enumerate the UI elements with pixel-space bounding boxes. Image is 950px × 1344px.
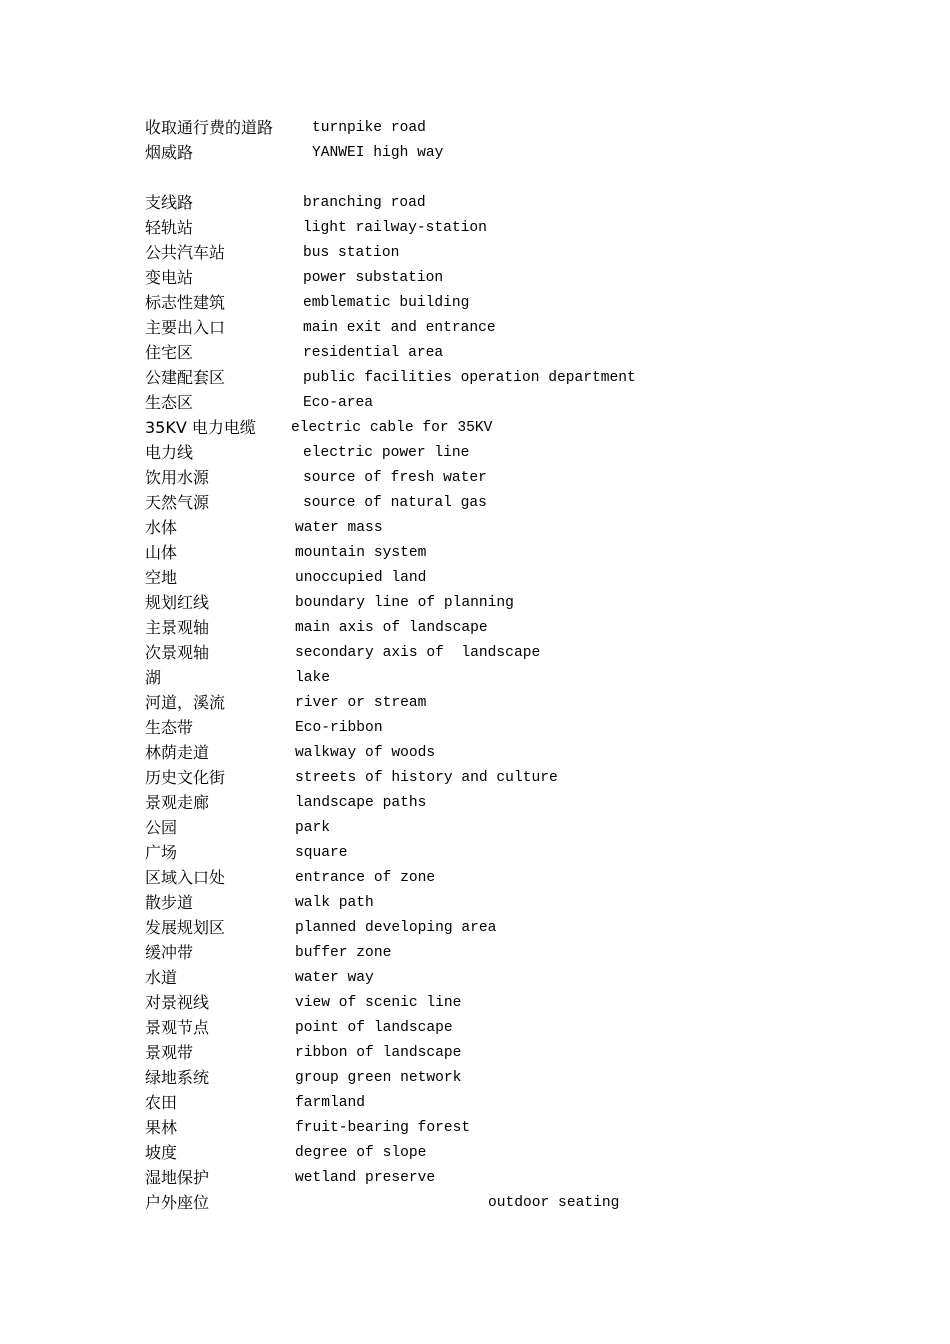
glossary-row bbox=[0, 641, 950, 665]
glossary-row bbox=[0, 816, 950, 840]
english-term: residential area bbox=[303, 345, 444, 361]
english-term: group green network bbox=[295, 1070, 462, 1086]
chinese-term: 次景观轴 bbox=[145, 643, 210, 662]
english-term: streets of history and culture bbox=[295, 770, 558, 786]
chinese-term: 户外座位 bbox=[145, 1193, 210, 1212]
chinese-term: 发展规划区 bbox=[145, 918, 226, 937]
chinese-term: 生态带 bbox=[145, 718, 194, 737]
chinese-term: 公建配套区 bbox=[145, 368, 226, 387]
glossary-row bbox=[0, 1191, 950, 1215]
chinese-term: 水道 bbox=[145, 968, 178, 987]
chinese-term: 烟威路 bbox=[145, 143, 194, 162]
glossary-row bbox=[0, 766, 950, 790]
chinese-term: 果林 bbox=[145, 1118, 178, 1137]
glossary-row bbox=[0, 116, 950, 140]
glossary-row bbox=[0, 666, 950, 690]
glossary-row bbox=[0, 1091, 950, 1115]
english-term: point of landscape bbox=[295, 1020, 453, 1036]
chinese-term: 变电站 bbox=[145, 268, 194, 287]
english-term: secondary axis of landscape bbox=[295, 645, 541, 661]
glossary-row bbox=[0, 366, 950, 390]
glossary-row bbox=[0, 491, 950, 515]
glossary-row bbox=[0, 841, 950, 865]
english-term: water mass bbox=[295, 520, 383, 536]
english-term: electric power line bbox=[303, 445, 470, 461]
chinese-term: 散步道 bbox=[145, 893, 194, 912]
english-term: light railway-station bbox=[303, 220, 487, 236]
chinese-term: 35KV 电力电缆 bbox=[145, 418, 256, 437]
english-term: farmland bbox=[295, 1095, 366, 1111]
english-term: lake bbox=[295, 670, 331, 686]
english-term: water way bbox=[295, 970, 374, 986]
chinese-term: 历史文化街 bbox=[145, 768, 226, 787]
chinese-term: 主景观轴 bbox=[145, 618, 210, 637]
chinese-term: 湖 bbox=[145, 668, 162, 687]
english-term: wetland preserve bbox=[295, 1170, 436, 1186]
english-term: walk path bbox=[295, 895, 374, 911]
glossary-row bbox=[0, 316, 950, 340]
chinese-term: 山体 bbox=[145, 543, 178, 562]
chinese-term: 生态区 bbox=[145, 393, 194, 412]
english-term: outdoor seating bbox=[488, 1195, 620, 1211]
english-term: Eco-ribbon bbox=[295, 720, 383, 736]
glossary-row bbox=[0, 791, 950, 815]
glossary-row bbox=[0, 1066, 950, 1090]
glossary-row bbox=[0, 941, 950, 965]
glossary-row bbox=[0, 1041, 950, 1065]
glossary-row bbox=[0, 541, 950, 565]
english-term: walkway of woods bbox=[295, 745, 436, 761]
glossary-row bbox=[0, 916, 950, 940]
english-term: entrance of zone bbox=[295, 870, 436, 886]
english-term: source of fresh water bbox=[303, 470, 487, 486]
english-term: power substation bbox=[303, 270, 444, 286]
english-term: boundary line of planning bbox=[295, 595, 514, 611]
chinese-term: 公园 bbox=[145, 818, 178, 837]
glossary-row bbox=[0, 591, 950, 615]
glossary-row bbox=[0, 141, 950, 165]
english-term: degree of slope bbox=[295, 1145, 427, 1161]
english-term: landscape paths bbox=[295, 795, 427, 811]
glossary-row bbox=[0, 966, 950, 990]
english-term: park bbox=[295, 820, 331, 836]
chinese-term: 缓冲带 bbox=[145, 943, 194, 962]
chinese-term: 河道，溪流 bbox=[145, 693, 226, 712]
english-term: YANWEI high way bbox=[312, 145, 444, 161]
chinese-term: 农田 bbox=[145, 1093, 178, 1112]
chinese-term: 绿地系统 bbox=[145, 1068, 210, 1087]
glossary-row bbox=[0, 516, 950, 540]
english-term: Eco-area bbox=[303, 395, 374, 411]
glossary-row bbox=[0, 416, 950, 440]
chinese-term: 区域入口处 bbox=[145, 868, 226, 887]
glossary-row bbox=[0, 216, 950, 240]
english-term: buffer zone bbox=[295, 945, 392, 961]
chinese-term: 广场 bbox=[145, 843, 178, 862]
english-term: branching road bbox=[303, 195, 426, 211]
glossary-row bbox=[0, 441, 950, 465]
chinese-term: 支线路 bbox=[145, 193, 194, 212]
glossary-row bbox=[0, 741, 950, 765]
english-term: main axis of landscape bbox=[295, 620, 488, 636]
glossary-row bbox=[0, 266, 950, 290]
chinese-term: 收取通行费的道路 bbox=[145, 118, 274, 137]
chinese-term: 公共汽车站 bbox=[145, 243, 226, 262]
glossary-row bbox=[0, 691, 950, 715]
glossary-row bbox=[0, 716, 950, 740]
english-term: unoccupied land bbox=[295, 570, 427, 586]
glossary-row bbox=[0, 291, 950, 315]
english-term: ribbon of landscape bbox=[295, 1045, 462, 1061]
english-term: view of scenic line bbox=[295, 995, 462, 1011]
glossary-row bbox=[0, 616, 950, 640]
chinese-term: 对景视线 bbox=[145, 993, 210, 1012]
chinese-term: 坡度 bbox=[145, 1143, 178, 1162]
english-term: source of natural gas bbox=[303, 495, 487, 511]
english-term: mountain system bbox=[295, 545, 427, 561]
chinese-term: 主要出入口 bbox=[145, 318, 226, 337]
chinese-term: 林荫走道 bbox=[145, 743, 210, 762]
english-term: turnpike road bbox=[312, 120, 426, 136]
chinese-term: 饮用水源 bbox=[145, 468, 210, 487]
glossary-row bbox=[0, 241, 950, 265]
chinese-term: 轻轨站 bbox=[145, 218, 194, 237]
glossary-row bbox=[0, 1016, 950, 1040]
glossary-row bbox=[0, 1166, 950, 1190]
glossary-row bbox=[0, 991, 950, 1015]
english-term: fruit-bearing forest bbox=[295, 1120, 471, 1136]
chinese-term: 标志性建筑 bbox=[145, 293, 226, 312]
chinese-term: 水体 bbox=[145, 518, 178, 537]
chinese-term: 景观带 bbox=[145, 1043, 194, 1062]
english-term: planned developing area bbox=[295, 920, 497, 936]
glossary-row bbox=[0, 466, 950, 490]
chinese-term: 湿地保护 bbox=[145, 1168, 210, 1187]
glossary-row bbox=[0, 1141, 950, 1165]
english-term: square bbox=[295, 845, 348, 861]
glossary-row bbox=[0, 1116, 950, 1140]
english-term: river or stream bbox=[295, 695, 427, 711]
glossary-row bbox=[0, 391, 950, 415]
english-term: bus station bbox=[303, 245, 400, 261]
glossary-row bbox=[0, 341, 950, 365]
chinese-term: 规划红线 bbox=[145, 593, 210, 612]
glossary-row bbox=[0, 566, 950, 590]
glossary-row bbox=[0, 866, 950, 890]
glossary-row bbox=[0, 191, 950, 215]
chinese-term: 景观走廊 bbox=[145, 793, 210, 812]
english-term: emblematic building bbox=[303, 295, 470, 311]
english-term: main exit and entrance bbox=[303, 320, 496, 336]
chinese-term: 住宅区 bbox=[145, 343, 194, 362]
chinese-term: 电力线 bbox=[145, 443, 194, 462]
english-term: electric cable for 35KV bbox=[291, 420, 493, 436]
chinese-term: 景观节点 bbox=[145, 1018, 210, 1037]
glossary-row bbox=[0, 891, 950, 915]
chinese-term: 空地 bbox=[145, 568, 178, 587]
chinese-term: 天然气源 bbox=[145, 493, 210, 512]
english-term: public facilities operation department bbox=[303, 370, 636, 386]
